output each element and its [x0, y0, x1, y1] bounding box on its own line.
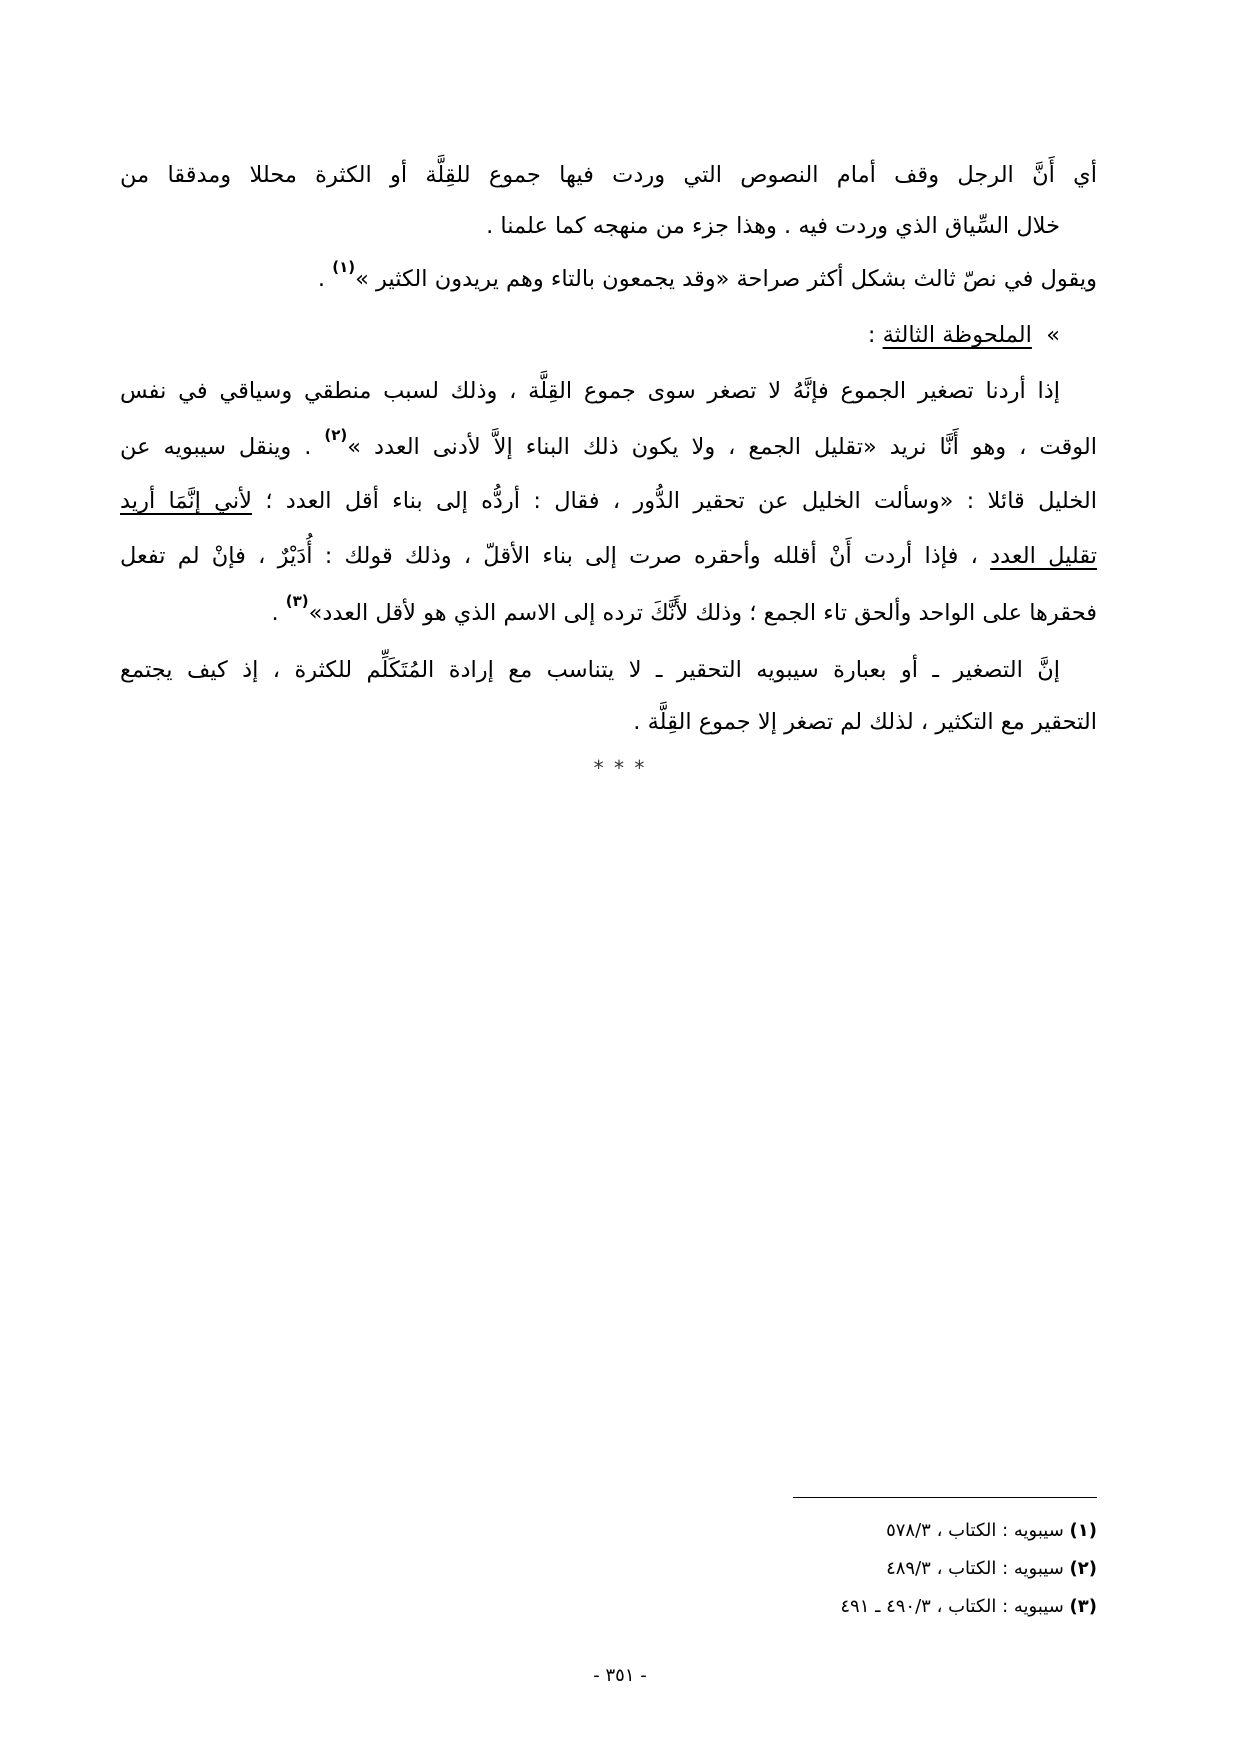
heading-title: الملحوظة الثالثة — [882, 322, 1032, 348]
footnote-ref-3[interactable]: (٣) — [285, 592, 309, 610]
footnote-number: (٢) — [1069, 1558, 1097, 1579]
footnote-ref-1[interactable]: (١) — [332, 258, 356, 276]
footnote-text: سيبويه : الكتاب ، ٤٩٠/٣ ـ ٤٩١ — [840, 1596, 1070, 1617]
paragraph-3-line-4: تقليل العدد ، فإذا أردت أَنْ أقلله وأحقره صرت إلى بناء الأقلّ ، وذلك قولك : أُدَيْرٌ ، فإنْ لم تفعل — [120, 543, 1097, 569]
section-separator: * * * — [593, 756, 647, 780]
page-number: - ٣٥١ - — [593, 1665, 647, 1686]
paragraph-3-line-2: الوقت ، وهو أَنَّا نريد «تقليل الجمع ، ولا يكون ذلك البناء إلاَّ لأدنى العدد »$^{(٢)}$ . وينقل سيبويه عن — [120, 426, 1097, 460]
paragraph-3-line-3: الخليل قائلا : «وسألت الخليل عن تحقير الدُّور ، فقال : أردُّه إلى بناء أقل العدد ؛ لأني إنَّمَا أريد — [120, 488, 1098, 514]
footnote-text: سيبويه : الكتاب ، ٤٨٩/٣ — [886, 1558, 1070, 1579]
section-heading: » الملحوظة الثالثة : — [867, 322, 1060, 348]
footnote-text: سيبويه : الكتاب ، ٥٧٨/٣ — [886, 1520, 1070, 1541]
paragraph-2: ويقول في نصّ ثالث بشكل أكثر صراحة «وقد يجمعون بالتاء وهم يريدون الكثير »$^{(١)}$ . — [317, 258, 1097, 292]
underlined-quote-2: تقليل العدد — [990, 543, 1097, 569]
footnote-divider — [793, 1497, 1097, 1498]
footnote-1 — [600, 1518, 1097, 1544]
paragraph-3-line-5: فحقرها على الواحد وألحق تاء الجمع ؛ وذلك لأَنَّكَ ترده إلى الاسم الذي هو لأقل العدد»$^{(٣)}$ . — [271, 592, 1097, 626]
footnote-2 — [600, 1556, 1097, 1582]
heading-bullet: » — [1046, 322, 1060, 348]
paragraph-1-line-2: خلال السِّياق الذي وردت فيه . وهذا جزء من منهجه كما علمنا . — [486, 213, 1060, 239]
footnote-3 — [600, 1594, 1097, 1620]
paragraph-1-line-1: أي أَنَّ الرجل وقف أمام النصوص التي وردت فيها جموع للقِلَّة أو الكثرة محللا ومدققا من — [120, 162, 1097, 188]
footnote-number: (١) — [1069, 1520, 1097, 1541]
paragraph-3-line-1: إذا أردنا تصغير الجموع فإنَّهُ لا تصغر سوى جموع القِلَّة ، وذلك لسبب منطقي وسياقي في نفس — [120, 378, 1060, 404]
paragraph-4-line-2: التحقير مع التكثير ، لذلك لم تصغر إلا جموع القِلَّة . — [633, 709, 1097, 735]
paragraph-4-line-1: إنَّ التصغير ـ أو بعبارة سيبويه التحقير ـ لا يتناسب مع إرادة المُتَكَلِّم للكثرة ، إذ كيف يجتمع — [120, 657, 1060, 683]
footnote-ref-2[interactable]: (٢) — [324, 426, 348, 444]
footnote-number: (٣) — [1069, 1596, 1097, 1617]
underlined-quote-1: لأني إنَّمَا أريد — [120, 488, 253, 514]
